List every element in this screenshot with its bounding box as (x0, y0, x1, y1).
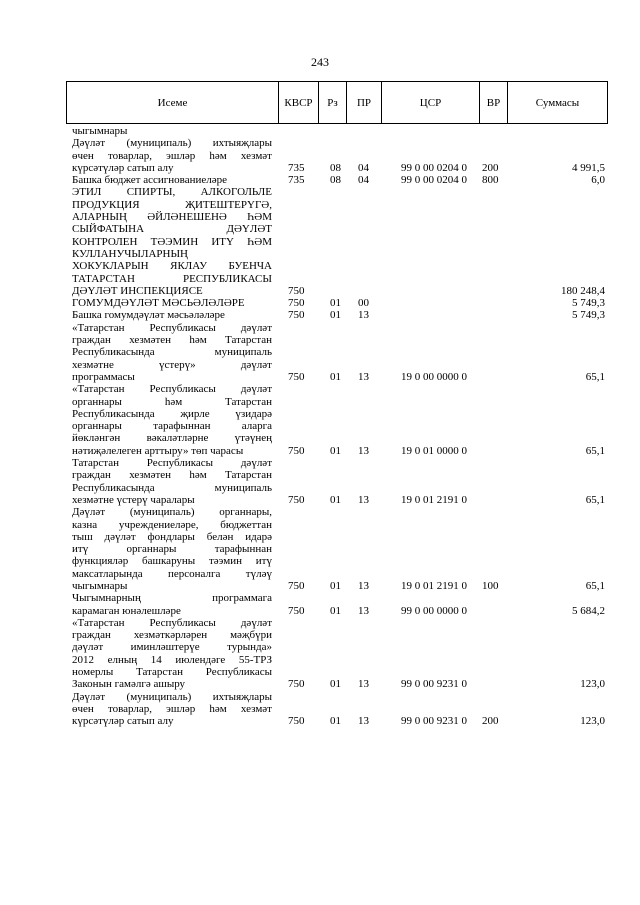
row-pr: 13 (358, 309, 369, 322)
row-name (66, 506, 272, 592)
table-row (66, 383, 607, 457)
header-csr: ЦСР (382, 82, 480, 124)
header-vr: ВР (480, 82, 508, 124)
row-name (66, 383, 272, 457)
row-rz: 08 (330, 161, 341, 174)
row-name (66, 691, 272, 728)
row-kvsr: 750 (288, 444, 305, 457)
row-rz: 01 (330, 579, 341, 592)
table-row (66, 592, 607, 617)
row-name (66, 457, 272, 506)
row-name-line: СЫЙФАТЫНА ДӘҮЛӘТ (72, 223, 272, 236)
row-name-line: тыш дәүләт фондлары белән идарә (72, 530, 272, 543)
row-kvsr: 735 (288, 161, 305, 174)
row-csr: 19 0 01 2191 0 (401, 493, 467, 506)
row-name-line: номерлы Татарстан Республикасы (72, 666, 272, 679)
row-name-line: нәтиҗәлелеген арттыру» төп чарасы (72, 444, 244, 457)
header-sum: Суммасы (508, 82, 608, 124)
table-row (66, 617, 607, 691)
row-name-line: хезмәтне үстерү» дәүләт (72, 358, 272, 371)
row-kvsr: 750 (288, 284, 305, 297)
row-name-line: «Татарстан Республикасы дәүләт (72, 383, 272, 396)
row-amount: 5 749,3 (572, 309, 605, 322)
table-header (66, 81, 608, 124)
table-row (66, 309, 607, 321)
row-amount: 65,1 (585, 370, 605, 383)
row-csr: 99 0 00 9231 0 (401, 678, 467, 691)
row-name-line: итү органнары тарафыннан (72, 543, 272, 556)
row-kvsr: 750 (288, 370, 305, 383)
row-rz: 01 (330, 715, 341, 728)
header-pr: ПР (347, 82, 382, 124)
row-name (66, 322, 272, 383)
row-name-line: функцияләр башкаруны тәэмин итү (72, 555, 272, 568)
row-name (66, 174, 272, 186)
row-name (66, 186, 272, 297)
row-kvsr: 735 (288, 174, 305, 187)
table-row (66, 506, 607, 592)
row-csr: 19 0 01 2191 0 (401, 579, 467, 592)
table-row (66, 125, 607, 137)
row-name-line: КУЛЛАНУЧЫЛАРНЫҢ (72, 247, 189, 260)
row-name-line: Татарстан Республикасы дәүләт (72, 457, 272, 470)
row-name-line: ПРОДУКЦИЯ ҖИТЕШТЕРҮГӘ, (72, 198, 272, 211)
row-name-line: органнары һәм Татарстан (72, 395, 272, 408)
row-name-line: Республикасында муниципаль (72, 346, 272, 359)
row-name-line: чыгымнары (72, 125, 128, 137)
table-row (66, 137, 607, 174)
row-kvsr: 750 (288, 579, 305, 592)
row-name-line: Дәүләт (муниципаль) органнары, (72, 506, 272, 519)
row-pr: 13 (358, 678, 369, 691)
row-csr: 19 0 00 0000 0 (401, 370, 467, 383)
row-name-line: граждан хезмәтен һәм Татарстан (72, 469, 272, 482)
row-name-line: Башка гомумдәүләт мәсьәләләре (72, 309, 225, 322)
row-pr: 13 (358, 493, 369, 506)
row-vr: 200 (482, 715, 499, 728)
row-name-line: ЭТИЛ СПИРТЫ, АЛКОГОЛЬЛЕ (72, 186, 272, 199)
header-rz: Рз (319, 82, 347, 124)
table-row (66, 457, 607, 506)
row-kvsr: 750 (288, 493, 305, 506)
table-row (66, 322, 607, 383)
row-pr: 04 (358, 161, 369, 174)
row-pr: 13 (358, 444, 369, 457)
row-name-line: Законын гамәлгә ашыру (72, 678, 186, 691)
row-name-line: чыгымнары (72, 579, 128, 592)
row-name-line: 2012 елның 14 июлендәге 55-ТРЗ (72, 653, 272, 666)
table-row (66, 186, 607, 297)
row-name (66, 137, 272, 174)
row-name-line: максатларында персоналга түләү (72, 567, 272, 580)
row-name (66, 297, 272, 309)
row-vr: 100 (482, 579, 499, 592)
table-row (66, 297, 607, 309)
row-name-line: йөкләнгән вәкаләтләрне үтәүнең (72, 432, 272, 445)
row-name-line: программасы (72, 370, 135, 383)
row-amount: 65,1 (585, 579, 605, 592)
row-vr: 800 (482, 174, 499, 187)
row-vr: 200 (482, 161, 499, 174)
row-pr: 13 (358, 604, 369, 617)
row-name-line: ГОМУМДӘҮЛӘТ МӘСЬӘЛӘЛӘРЕ (72, 297, 245, 310)
row-kvsr: 750 (288, 604, 305, 617)
row-rz: 08 (330, 174, 341, 187)
row-rz: 01 (330, 604, 341, 617)
row-name-line: органнары тарафыннан аларга (72, 420, 272, 433)
row-amount: 5 749,3 (572, 297, 605, 310)
row-name-line: Республикасында муниципаль (72, 481, 272, 494)
row-name-line: КОНТРОЛЕН ТӘЭМИН ИТҮ ҺӘМ (72, 235, 272, 248)
row-name (66, 125, 272, 137)
row-name-line: ДӘҮЛӘТ ИНСПЕКЦИЯСЕ (72, 284, 203, 297)
row-name-line: граждан хезмәткәрләрен мәҗбүри (72, 629, 272, 642)
row-amount: 6,0 (591, 174, 605, 187)
row-rz: 01 (330, 678, 341, 691)
row-pr: 00 (358, 297, 369, 310)
row-pr: 04 (358, 174, 369, 187)
row-csr: 99 0 00 0204 0 (401, 174, 467, 187)
row-amount: 123,0 (580, 678, 605, 691)
row-name-line: өчен товарлар, эшләр һәм хезмәт (72, 702, 272, 715)
row-name-line: казна учреждениеләре, бюджеттан (72, 518, 272, 531)
row-name-line: хезмәтне үстерү чаралары (72, 493, 195, 506)
row-name-line: «Татарстан Республикасы дәүләт (72, 616, 272, 629)
row-kvsr: 750 (288, 297, 305, 310)
row-name-line: граждан хезмәтен һәм Татарстан (72, 334, 272, 347)
row-rz: 01 (330, 297, 341, 310)
row-csr: 99 0 00 9231 0 (401, 715, 467, 728)
header-name: Исеме (67, 82, 279, 124)
row-name-line: Башка бюджет ассигнованиеләре (72, 174, 227, 187)
row-name-line: күрсәтүләр сатып алу (72, 715, 174, 728)
row-pr: 13 (358, 370, 369, 383)
row-amount: 65,1 (585, 444, 605, 457)
row-name-line: өчен товарлар, эшләр һәм хезмәт (72, 149, 272, 162)
row-name-line: Чыгымнарның программага (72, 592, 272, 605)
row-name (66, 309, 272, 321)
row-amount: 4 991,5 (572, 161, 605, 174)
row-rz: 01 (330, 444, 341, 457)
row-name-line: карамаган юнәлешләре (72, 604, 181, 617)
page-number: 243 (311, 55, 329, 69)
table-row (66, 174, 607, 186)
row-amount: 180 248,4 (561, 284, 605, 297)
row-name-line: күрсәтүләр сатып алу (72, 161, 174, 174)
row-rz: 01 (330, 370, 341, 383)
header-kvsr: КВСР (279, 82, 319, 124)
row-amount: 123,0 (580, 715, 605, 728)
row-csr: 99 0 00 0204 0 (401, 161, 467, 174)
row-kvsr: 750 (288, 715, 305, 728)
row-name-line: АЛАРНЫҢ ӘЙЛӘНЕШЕНӘ ҺӘМ (72, 211, 272, 224)
row-name-line: Дәүләт (муниципаль) ихтыяҗлары (72, 137, 272, 150)
row-name-line: Республикасында җирле үзидарә (72, 407, 272, 420)
row-name-line: ХОКУКЛАРЫН ЯКЛАУ БУЕНЧА (72, 260, 272, 273)
row-name-line: Дәүләт (муниципаль) ихтыяҗлары (72, 690, 272, 703)
row-amount: 65,1 (585, 493, 605, 506)
table-body (66, 125, 607, 728)
row-amount: 5 684,2 (572, 604, 605, 617)
row-pr: 13 (358, 579, 369, 592)
row-csr: 19 0 01 0000 0 (401, 444, 467, 457)
row-kvsr: 750 (288, 309, 305, 322)
row-name-line: дәүләт иминләштерүе турында» (72, 641, 272, 654)
row-rz: 01 (330, 493, 341, 506)
row-name (66, 592, 272, 617)
row-name (66, 617, 272, 691)
row-pr: 13 (358, 715, 369, 728)
row-name-line: ТАТАРСТАН РЕСПУБЛИКАСЫ (72, 272, 272, 285)
table-row (66, 691, 607, 728)
row-rz: 01 (330, 309, 341, 322)
row-kvsr: 750 (288, 678, 305, 691)
row-csr: 99 0 00 0000 0 (401, 604, 467, 617)
row-name-line: «Татарстан Республикасы дәүләт (72, 321, 272, 334)
